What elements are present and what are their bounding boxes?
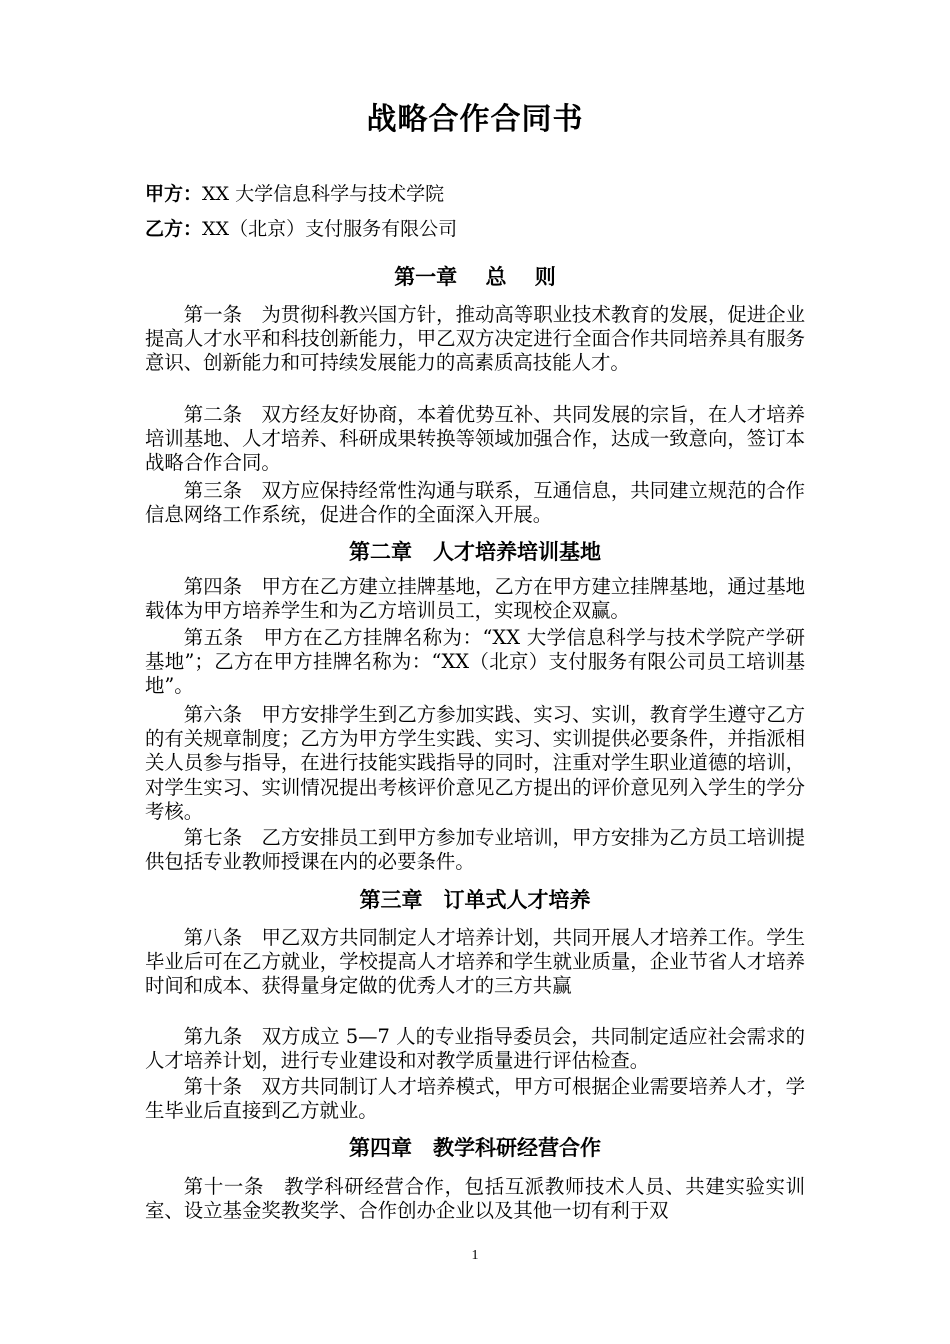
article-5: 第五条 甲方在乙方挂牌名称为：“XX 大学信息科学与技术学院产学研基地”；乙方在甲方挂牌名称为：“XX（北京）支付服务有限公司员工培训基地”。 [145,626,805,698]
party-b-value: XX（北京）支付服务有限公司 [202,218,458,240]
article-4: 第四条 甲方在乙方建立挂牌基地，乙方在甲方建立挂牌基地，通过基地载体为甲方培养学生和为乙方培训员工，实现校企双赢。 [145,575,805,623]
article-10: 第十条 双方共同制订人才培养模式，甲方可根据企业需要培养人才，学生毕业后直接到乙方就业。 [145,1075,805,1123]
party-a-line [145,180,444,208]
page-number: 1 [471,1248,479,1263]
article-11: 第十一条 教学科研经营合作，包括互派教师技术人员、共建实验实训室、设立基金奖教奖学、合作创办企业以及其他一切有利于双 [145,1175,805,1223]
article-2: 第二条 双方经友好协商，本着优势互补、共同发展的宗旨，在人才培养培训基地、人才培养、科研成果转换等领域加强合作，达成一致意向，签订本战略合作合同。 [145,403,805,475]
article-6: 第六条 甲方安排学生到乙方参加实践、实习、实训，教育学生遵守乙方的有关规章制度；乙方为甲方学生实践、实习、实训提供必要条件，并指派相关人员参与指导，在进行技能实践指导的同时，注重对学生职业道德的培训，对学生实习、实训情况提出考核评价意见乙方提出的评价意见列入学生的学分考核。 [145,703,805,823]
party-b-label: 乙方： [145,218,203,240]
article-7: 第七条 乙方安排员工到甲方参加专业培训，甲方安排为乙方员工培训提供包括专业教师授课在内的必要条件。 [145,826,805,874]
document-title: 战略合作合同书 [366,102,584,137]
chapter-4-heading: 第四章 教学科研经营合作 [349,1136,601,1160]
party-a-label: 甲方： [145,183,203,205]
chapter-2-heading: 第二章 人才培养培训基地 [349,540,601,564]
article-3: 第三条 双方应保持经常性沟通与联系，互通信息，共同建立规范的合作信息网络工作系统，促进合作的全面深入开展。 [145,479,805,527]
article-9: 第九条 双方成立 5—7 人的专业指导委员会，共同制定适应社会需求的人才培养计划，进行专业建设和对教学质量进行评估检查。 [145,1025,805,1073]
article-1: 第一条 为贯彻科教兴国方针，推动高等职业技术教育的发展，促进企业提高人才水平和科技创新能力，甲乙双方决定进行全面合作共同培养具有服务意识、创新能力和可持续发展能力的高素质高技能人才。 [145,303,805,375]
party-b-line [145,215,457,243]
party-a-value: XX 大学信息科学与技术学院 [202,183,445,205]
chapter-3-heading: 第三章 订单式人才培养 [359,888,591,912]
article-8: 第八条 甲乙双方共同制定人才培养计划，共同开展人才培养工作。学生毕业后可在乙方就业，学校提高人才培养和学生就业质量，企业节省人才培养时间和成本、获得量身定做的优秀人才的三方共赢 [145,926,805,998]
chapter-1-heading: 第一章 总 则 [394,265,556,289]
